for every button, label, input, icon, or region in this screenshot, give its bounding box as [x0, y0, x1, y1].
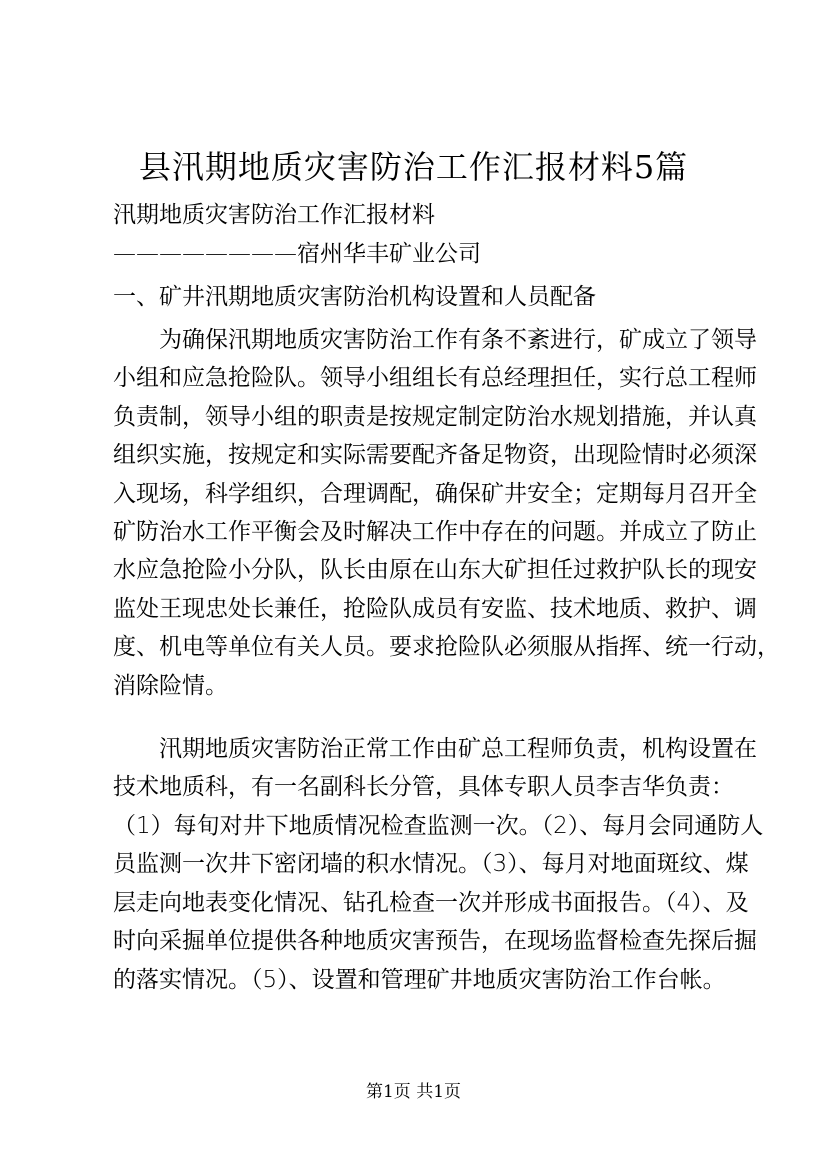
text-line: 汛期地质灾害防治正常工作由矿总工程师负责，机构设置在 [113, 736, 757, 762]
page-footer: 第1页 共1页 [365, 1082, 462, 1102]
text-line: 小组和应急抢险队。领导小组组长有总经理担任，实行总工程师 [113, 365, 757, 391]
text-line: 为确保汛期地质灾害防治工作有条不紊进行，矿成立了领导 [113, 327, 757, 353]
text-line: 消除险情。 [113, 673, 228, 699]
text-line: 的落实情况。（5）、设置和管理矿井地质灾害防治工作台帐。 [113, 967, 726, 993]
subtitle: 汛期地质灾害防治工作汇报材料 [113, 202, 435, 228]
text-line: 时向采掘单位提供各种地质灾害预告，在现场监督检查先探后掘 [113, 928, 757, 954]
text-line: 员监测一次井下密闭墙的积水情况。（3）、每月对地面斑纹、煤 [113, 851, 749, 877]
document-title: 县汛期地质灾害防治工作汇报材料5篇 [138, 148, 689, 186]
text-line: 技术地质科，有一名副科长分管，具体专职人员李吉华负责： [113, 774, 734, 800]
text-line: 矿防治水工作平衡会及时解决工作中存在的问题。并成立了防止 [113, 519, 757, 545]
text-line: 度、机电等单位有关人员。要求抢险队必须服从指挥、统一行动， [113, 634, 780, 660]
text-line: 层走向地表变化情况、钻孔检查一次并形成书面报告。（4）、及 [113, 890, 749, 916]
text-line: 入现场，科学组织，合理调配，确保矿井安全；定期每月召开全 [113, 481, 757, 507]
text-line: 组织实施，按规定和实际需要配齐备足物资，出现险情时必须深 [113, 442, 757, 468]
text-line: 监处王现忠处长兼任，抢险队成员有安监、技术地质、救护、调 [113, 596, 757, 622]
text-line: （1）每旬对井下地质情况检查监测一次。（2）、每月会同通防人 [113, 813, 764, 839]
company-signature: ————————宿州华丰矿业公司 [113, 241, 481, 267]
section-heading: 一、矿井汛期地质灾害防治机构设置和人员配备 [113, 284, 596, 310]
text-line: 负责制，领导小组的职责是按规定制定防治水规划措施，并认真 [113, 404, 757, 430]
text-line: 水应急抢险小分队，队长由原在山东大矿担任过救护队长的现安 [113, 557, 757, 583]
